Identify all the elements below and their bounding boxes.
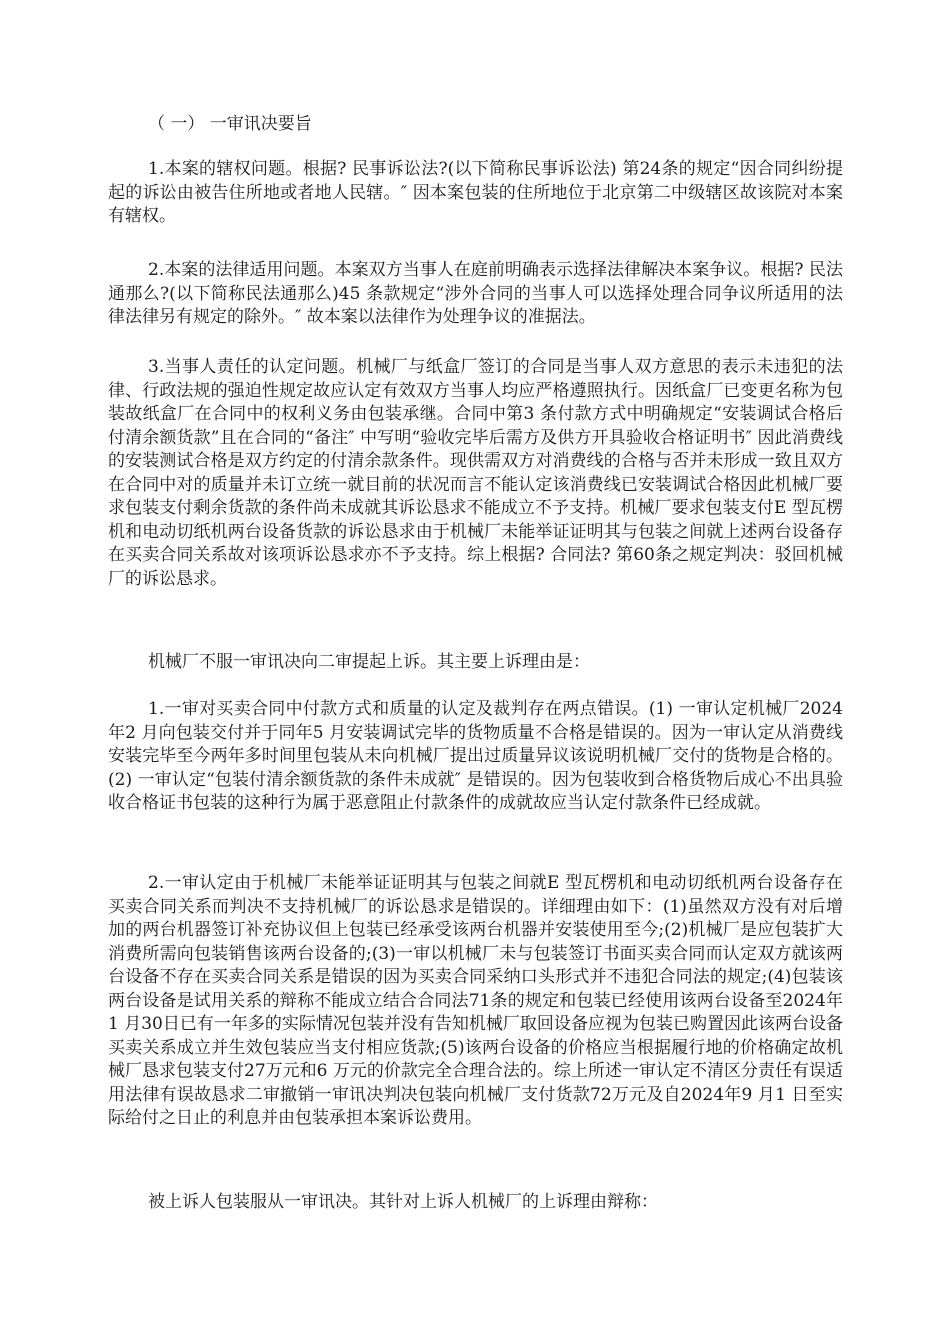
paragraph-appeal-reason-1: 1.一审对买卖合同中付款方式和质量的认定及裁判存在两点错误。(1) 一审认定机械厂2024年2 月向包装交付并于同年5 月安装调试完毕的货物质量不合格是错误的。因为一审认定从消费线安装完毕至今两年多时间里包装从未向机械厂提出过质量异议该说明机械厂交付的货物是合格的。(2) 一审认定“包装付清余额货款的条件未成就″ 是错误的。因为包装收到合格货物后成心不出具验收合格证书包装的这种行为属于恶意阻止付款条件的成就故应当认定付款条件已经成就。 bbox=[108, 699, 843, 813]
paragraph-jurisdiction: 1.本案的辖权问题。根据? 民事诉讼法?(以下简称民事诉讼法) 第24条的规定“因合同纠纷提起的诉讼由被告住所地或者地人民辖。″ 因本案包装的住所地位于北京第二中级辖区故该院对本案有辖权。 bbox=[108, 159, 843, 226]
paragraph-appeal-intro: 机械厂不服一审讯决向二审提起上诉。其主要上诉理由是： bbox=[148, 652, 590, 672]
section-heading: （ 一） 一审讯决要旨 bbox=[148, 114, 312, 134]
paragraph-appeal-reason-2: 2.一审认定由于机械厂未能举证证明其与包装之间就E 型瓦楞机和电动切纸机两台设备存在买卖合同关系而判决不支持机械厂的诉讼恳求是错误的。详细理由如下：(1)虽然双方没有对后增加的两台机器签订补充协议但上包装已经承受该两台机器并安装使用至今;(2)机械厂是应包装扩大消费所需向包装销售该两台设备的;(3)一审以机械厂未与包装签订书面买卖合同而认定双方就该两台设备不存在买卖合同关系是错误的因为买卖合同采纳口头形式并不违犯合同法的规定;(4)包装该两台设备是试用关系的辩称不能成立结合合同法71条的规定和包装已经使用该两台设备至2024年1 月30日已有一年多的实际情况包装并没有告知机械厂取回设备应视为包装已购置因此该两台设备买卖关系成立并生效包装应当支付相应货款;(5)该两台设备的价格应当根据履行地的价格确定故机械厂恳求包装支付27万元和6 万元的价款完全合理合法的。综上所述一审认定不清区分责任有误适用法律有误故恳求二审撤销一审讯决判决包装向机械厂支付货款72万元及自2024年9 月1 日至实际给付之日止的利息并由包装承担本案诉讼费用。 bbox=[108, 873, 843, 1128]
paragraph-liability: 3.当事人责任的认定问题。机械厂与纸盒厂签订的合同是当事人双方意思的表示未违犯的法律、行政法规的强迫性规定故应认定有效双方当事人均应严格遵照执行。因纸盒厂已变更名称为包装故纸盒厂在合同中的权利义务由包装承继。合同中第3 条付款方式中明确规定“安装调试合格后付清余额货款”且在合同的“备注″ 中写明“验收完毕后需方及供方开具验收合格证明书″ 因此消费线的安装测试合格是双方约定的付清余款条件。现供需双方对消费线的合格与否并未形成一致且双方在合同中对的质量并未订立统一就目前的状况而言不能认定该消费线已安装调试合格因此机械厂要求包装支付剩余货款的条件尚未成就其诉讼恳求不能成立不予支持。机械厂要求包装支付E 型瓦楞机和电动切纸机两台设备货款的诉讼恳求由于机械厂未能举证证明其与包装之间就上述两台设备存在买卖合同关系故对该项诉讼恳求亦不予支持。综上根据? 合同法? 第60条之规定判决：驳回机械厂的诉讼恳求。 bbox=[108, 357, 843, 589]
paragraph-respondent: 被上诉人包装服从一审讯决。其针对上诉人机械厂的上诉理由辩称： bbox=[148, 1192, 658, 1212]
paragraph-applicable-law: 2.本案的法律适用问题。本案双方当事人在庭前明确表示选择法律解决本案争议。根据? 民法通那么?(以下简称民法通那么)45 条款规定“涉外合同的当事人可以选择处理合同争议所适用的法律法律另有规定的除外。″ 故本案以法律作为处理争议的准据法。 bbox=[108, 260, 843, 327]
